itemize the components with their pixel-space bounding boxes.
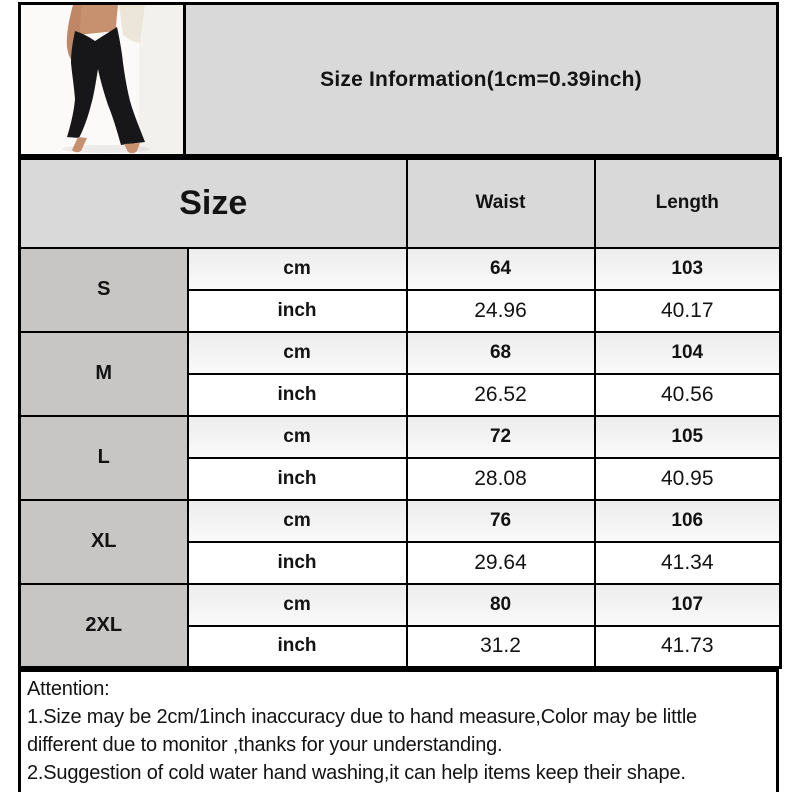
table-row [20, 332, 781, 374]
size-label: XL [20, 500, 188, 584]
table-row [20, 584, 781, 626]
table-row [20, 416, 781, 458]
waist-value: 72 [407, 416, 595, 458]
unit-label: inch [188, 458, 407, 500]
waist-value: 26.52 [407, 374, 595, 416]
length-value: 103 [595, 248, 781, 290]
waist-value: 28.08 [407, 458, 595, 500]
unit-label: cm [188, 332, 407, 374]
table-row [20, 248, 781, 290]
length-value: 40.95 [595, 458, 781, 500]
waist-value: 80 [407, 584, 595, 626]
leggings-model-illustration [21, 5, 183, 154]
unit-label: inch [188, 374, 407, 416]
table-header-row [20, 159, 781, 248]
length-value: 41.34 [595, 542, 781, 584]
unit-label: cm [188, 584, 407, 626]
size-chart-sheet [18, 2, 779, 792]
length-value: 105 [595, 416, 781, 458]
product-photo [18, 2, 186, 157]
size-label: 2XL [20, 584, 188, 668]
attention-heading: Attention: [27, 678, 110, 700]
waist-value: 24.96 [407, 290, 595, 332]
length-value: 40.56 [595, 374, 781, 416]
unit-label: cm [188, 248, 407, 290]
waist-value: 68 [407, 332, 595, 374]
unit-label: cm [188, 416, 407, 458]
length-value: 104 [595, 332, 781, 374]
unit-label: inch [188, 290, 407, 332]
waist-value: 29.64 [407, 542, 595, 584]
top-row [18, 2, 779, 157]
unit-label: inch [188, 542, 407, 584]
size-label: S [20, 248, 188, 332]
attention-line-2: 2.Suggestion of cold water hand washing,it can help items keep their shape. [27, 762, 686, 784]
length-value: 41.73 [595, 626, 781, 668]
column-header-length: Length [595, 159, 781, 248]
waist-value: 31.2 [407, 626, 595, 668]
size-table [18, 157, 782, 669]
attention-note [18, 669, 779, 792]
length-value: 40.17 [595, 290, 781, 332]
attention-line-1: 1.Size may be 2cm/1inch inaccuracy due to hand measure,Color may be little different due to monitor ,thanks for your understanding. [27, 706, 697, 756]
length-value: 106 [595, 500, 781, 542]
unit-label: cm [188, 500, 407, 542]
size-label: M [20, 332, 188, 416]
size-label: L [20, 416, 188, 500]
waist-value: 76 [407, 500, 595, 542]
table-row [20, 500, 781, 542]
waist-value: 64 [407, 248, 595, 290]
column-header-size: Size [20, 159, 407, 248]
length-value: 107 [595, 584, 781, 626]
column-header-waist: Waist [407, 159, 595, 248]
page-title: Size Information(1cm=0.39inch) [186, 2, 779, 157]
unit-label: inch [188, 626, 407, 668]
